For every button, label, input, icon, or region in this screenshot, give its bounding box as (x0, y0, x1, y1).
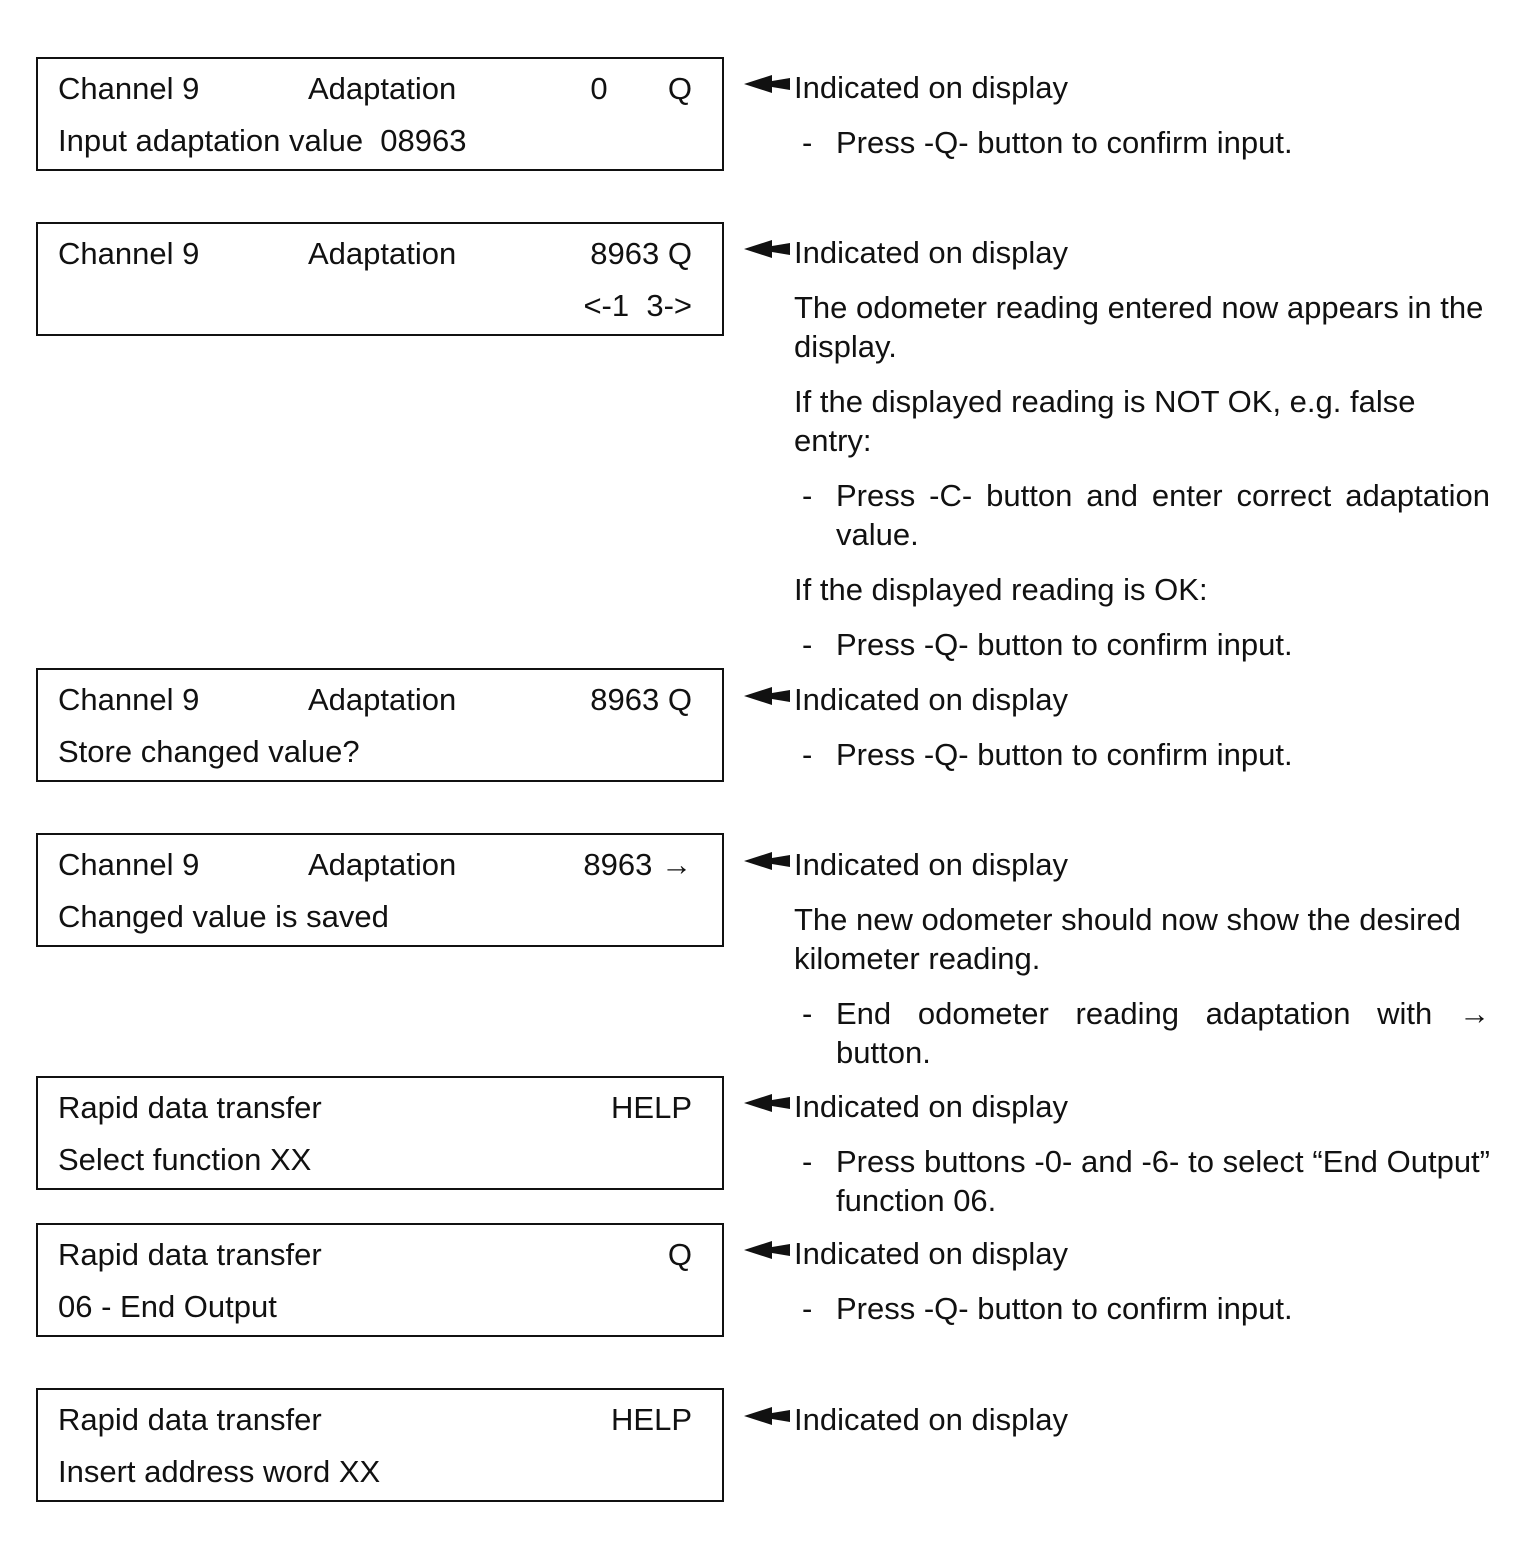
bullet-text: Press -Q- button to confirm input. (836, 737, 1293, 772)
instruction-block-2 (744, 233, 1490, 664)
instruction-paragraph: If the displayed reading is NOT OK, e.g. false entry: (794, 384, 1416, 458)
display-panel-7 (36, 1388, 724, 1502)
panel-line1-col1: Rapid data transfer (58, 1237, 322, 1272)
instruction-bullet (744, 123, 1490, 162)
pointer-arrow-icon (744, 1404, 790, 1428)
header-label: Indicated on display (794, 70, 1069, 105)
panel-line1-col2: Adaptation (308, 682, 457, 717)
dash-bullet: - (802, 478, 813, 513)
dash-bullet: - (802, 627, 813, 662)
dash-bullet: - (802, 1291, 813, 1326)
header-label: Indicated on display (794, 682, 1069, 717)
pointer-arrow-icon (744, 684, 790, 708)
indicated-header (744, 233, 1490, 272)
panel-line1-col1: Channel 9 (58, 236, 200, 271)
instruction-block-3 (744, 680, 1490, 774)
indicated-header (744, 1087, 1490, 1126)
dash-bullet: - (802, 996, 813, 1031)
panel-line1-right: 0 Q (590, 71, 692, 106)
panel-line1-right: 8963 Q (590, 682, 692, 717)
panel-line1-col2: Adaptation (308, 236, 457, 271)
panel-line1-col1: Rapid data transfer (58, 1402, 322, 1437)
panel-line1-col1: Channel 9 (58, 847, 200, 882)
dash-bullet: - (802, 1144, 813, 1179)
bullet-text: Press -Q- button to confirm input. (836, 125, 1293, 160)
panel-line1-right: HELP (611, 1090, 692, 1125)
bullet-text: Press -Q- button to confirm input. (836, 1291, 1293, 1326)
panel-line2-left: 06 - End Output (58, 1289, 277, 1324)
bullet-text: Press buttons -0- and -6- to select “End Output” function 06. (836, 1144, 1490, 1218)
indicated-header (744, 68, 1490, 107)
display-panel-1 (36, 57, 724, 171)
instruction-block-1 (744, 68, 1490, 162)
display-panel-3 (36, 668, 724, 782)
instruction-block-7 (744, 1400, 1490, 1439)
pointer-arrow-icon (744, 72, 790, 96)
panel-line2-right: <-1 3-> (583, 288, 692, 323)
instruction-paragraph: The new odometer should now show the desired kilometer reading. (794, 902, 1461, 976)
pointer-arrow-icon (744, 1091, 790, 1115)
instruction-bullet (744, 735, 1490, 774)
panel-line1-col2: Adaptation (308, 71, 457, 106)
indicated-header (744, 1400, 1490, 1439)
bullet-text: Press -Q- button to confirm input. (836, 627, 1293, 662)
panel-line2-left: Insert address word XX (58, 1454, 381, 1489)
instruction-bullet (744, 625, 1490, 664)
panel-line1-right: 8963 → (583, 847, 692, 882)
instruction-bullet (744, 1142, 1490, 1220)
header-label: Indicated on display (794, 1236, 1069, 1271)
instruction-block-5 (744, 1087, 1490, 1220)
indicated-header (744, 1234, 1490, 1273)
pointer-arrow-icon (744, 1238, 790, 1262)
bullet-text: Press -C- button and enter correct adaptation value. (836, 478, 1490, 552)
instruction-block-4 (744, 845, 1490, 1072)
panel-line1-right: Q (667, 1237, 692, 1272)
display-panel-6 (36, 1223, 724, 1337)
indicated-header (744, 680, 1490, 719)
header-label: Indicated on display (794, 1089, 1069, 1124)
panel-line1-right: 8963 Q (590, 236, 692, 271)
panel-line2-left: Input adaptation value 08963 (58, 123, 467, 158)
header-label: Indicated on display (794, 1402, 1069, 1437)
instruction-block-6 (744, 1234, 1490, 1328)
dash-bullet: - (802, 125, 813, 160)
instruction-bullet (744, 994, 1490, 1072)
instruction-paragraph: The odometer reading entered now appears in the display. (794, 290, 1484, 364)
display-panel-2 (36, 222, 724, 336)
bullet-text: End odometer reading adaptation with → button. (836, 996, 1490, 1070)
dash-bullet: - (802, 737, 813, 772)
panel-line2-left: Select function XX (58, 1142, 312, 1177)
header-label: Indicated on display (794, 847, 1069, 882)
instruction-bullet (744, 1289, 1490, 1328)
display-panel-5 (36, 1076, 724, 1190)
instruction-paragraph: If the displayed reading is OK: (794, 572, 1208, 607)
panel-line2-left: Changed value is saved (58, 899, 389, 934)
panel-line1-col1: Channel 9 (58, 682, 200, 717)
indicated-header (744, 845, 1490, 884)
header-label: Indicated on display (794, 235, 1069, 270)
panel-line1-right: HELP (611, 1402, 692, 1437)
instruction-bullet (744, 476, 1490, 554)
panel-line2-left: Store changed value? (58, 734, 360, 769)
panel-line1-col1: Channel 9 (58, 71, 200, 106)
display-panel-4 (36, 833, 724, 947)
pointer-arrow-icon (744, 237, 790, 261)
pointer-arrow-icon (744, 849, 790, 873)
panel-line1-col1: Rapid data transfer (58, 1090, 322, 1125)
panel-line1-col2: Adaptation (308, 847, 457, 882)
